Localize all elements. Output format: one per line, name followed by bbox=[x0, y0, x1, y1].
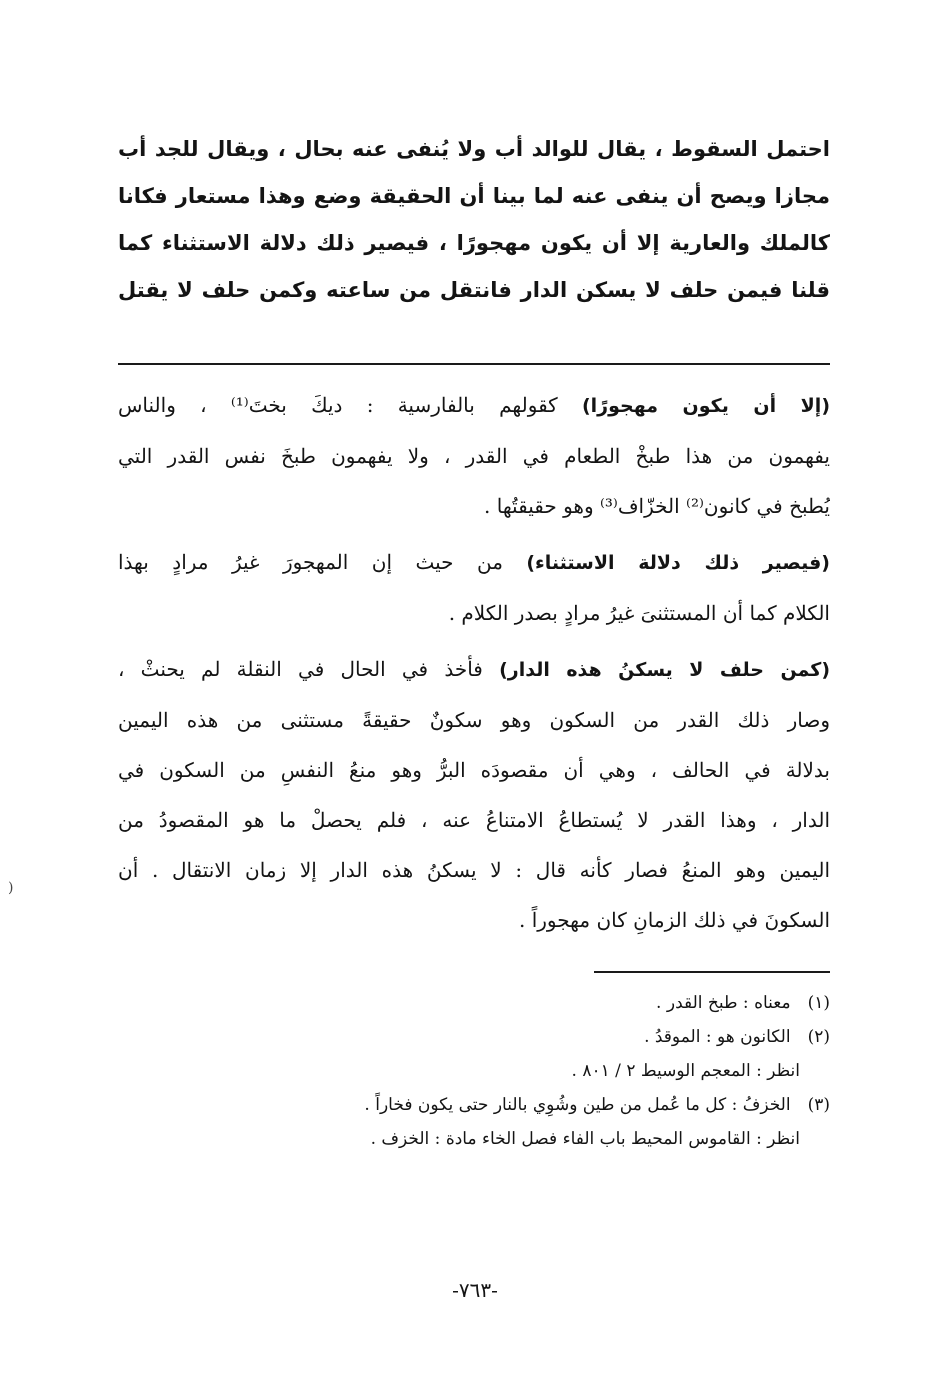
main-text-line-1: احتمل السقوط ، يقال للوالد أب ولا يُنفى عنه بحال ، ويقال للجد أب bbox=[118, 137, 830, 161]
commentary-line: يفهمون من هذا طبخْ الطعام في القدر ، ولا يفهمون طبخَ نفس القدر التي bbox=[118, 444, 830, 468]
footnote-2-reference: انظر : المعجم الوسيط ٢ / ٨٠١ . bbox=[571, 1061, 800, 1081]
commentary-lead: (إلا أن يكون مهجورًا) bbox=[581, 395, 830, 417]
commentary-line bbox=[118, 644, 830, 695]
footnote-1 bbox=[118, 986, 830, 1020]
footnote-3-reference: انظر : القاموس المحيط باب الفاء فصل الخاء مادة : الخزف . bbox=[370, 1129, 800, 1149]
footnote-3 bbox=[118, 1088, 830, 1122]
main-text-line-3: كالملك والعارية إلا أن يكون مهجورًا ، فيصير ذلك دلالة الاستثناء كما bbox=[118, 231, 830, 255]
footnote-number: (٢) bbox=[807, 1027, 830, 1047]
commentary-lead: (كمن حلف لا يسكنُ هذه الدار) bbox=[499, 659, 830, 681]
margin-mark: ( bbox=[8, 880, 14, 896]
footnotes bbox=[118, 986, 830, 1156]
commentary-paragraph-1 bbox=[118, 380, 830, 531]
main-text-divider bbox=[118, 363, 830, 365]
footnote-divider bbox=[594, 971, 830, 973]
page-number: -٧٦٣- bbox=[452, 1278, 498, 1302]
footnote-number: (٣) bbox=[807, 1095, 830, 1115]
commentary-line: اليمين وهو المنعُ فصار كأنه قال : لا يسكنُ هذه الدار إلا زمان الانتقال . أن bbox=[118, 858, 830, 882]
footnote-text: الكانون هو : الموقدُ . bbox=[644, 1027, 791, 1047]
main-text bbox=[118, 126, 830, 314]
commentary-line: السكونَ في ذلك الزمانِ كان مهجوراً . bbox=[518, 908, 830, 932]
commentary-line: وصار ذلك القدر من السكون وهو سكونٌ حقيقةً مستثنى من هذه اليمين bbox=[118, 708, 830, 732]
footnote-text: الخزفُ : كل ما عُمل من طين وشُوِي بالنار حتى يكون فخاراً . bbox=[364, 1095, 791, 1115]
commentary-lead: (فيصير ذلك دلالة الاستثناء) bbox=[526, 552, 830, 574]
main-text-line-4: قلنا فيمن حلف لا يسكن الدار فانتقل من ساعته وكمن حلف لا يقتل bbox=[118, 278, 830, 302]
commentary-line: بدلالة في الحالف ، وهي أن مقصودَه البرُّ وهو منعُ النفسِ من السكون في bbox=[118, 758, 830, 782]
commentary-text: فأخذ في الحال في النقلة لم يحنثْ ، bbox=[118, 657, 483, 681]
commentary-line: الكلام كما أن المستثنىَ غيرُ مرادٍ بصدر الكلام . bbox=[448, 601, 830, 625]
commentary-line bbox=[118, 537, 830, 588]
commentary-line: يُطبخ في كانون⁽²⁾ الخزّاف⁽³⁾ وهو حقيقتُها . bbox=[484, 494, 830, 518]
commentary bbox=[118, 380, 830, 951]
footnote-number: (١) bbox=[807, 993, 830, 1013]
commentary-line: الدار ، وهذا القدر لا يُستطاعُ الامتناعُ عنه ، فلم يحصلْ ما هو المقصودُ من bbox=[118, 808, 830, 832]
commentary-line bbox=[118, 380, 830, 431]
commentary-text: كقولهم بالفارسية : ديكَ بختَ⁽¹⁾ ، والناس bbox=[118, 393, 558, 417]
commentary-paragraph-2 bbox=[118, 537, 830, 638]
commentary-text: من حيث إن المهجورَ غيرُ مرادٍ بهذا bbox=[118, 550, 503, 574]
commentary-paragraph-3 bbox=[118, 644, 830, 945]
footnote-2 bbox=[118, 1020, 830, 1054]
footnote-text: معناه : طبخ القدر . bbox=[656, 993, 791, 1013]
main-text-line-2: مجازا ويصح أن ينفى عنه لما بينا أن الحقيقة وضع وهذا مستعار فكانا bbox=[118, 184, 830, 208]
